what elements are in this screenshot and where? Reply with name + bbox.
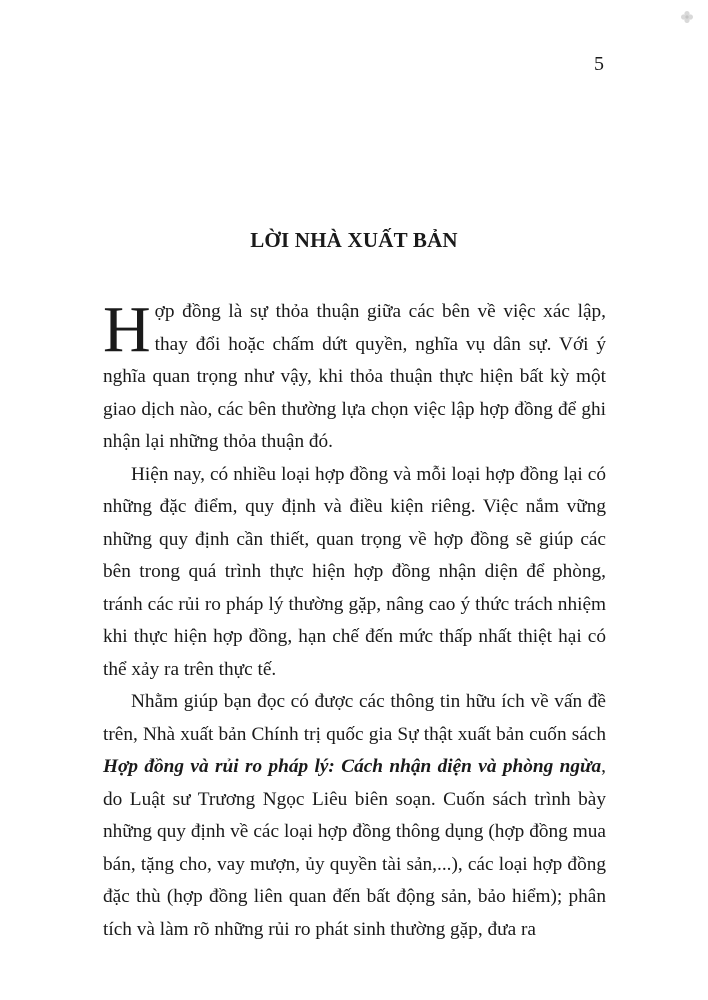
- book-title: Hợp đồng và rủi ro pháp lý: Cách nhận diện và phòng ngừa: [103, 756, 602, 777]
- paragraph-1: [103, 293, 606, 459]
- body-text: [103, 293, 606, 946]
- paragraph-3-before: Nhằm giúp bạn đọc có được các thông tin hữu ích về vấn đề trên, Nhà xuất bản Chính trị quốc gia Sự thật xuất bản cuốn sách: [103, 691, 606, 745]
- paragraph-2: Hiện nay, có nhiều loại hợp đồng và mỗi loại hợp đồng lại có những đặc điểm, quy định và điều kiện riêng. Việc nắm vững những quy định cần thiết, quan trọng về hợp đồng sẽ giúp các bên trong quá trình thực hiện hợp đồng nhận diện để phòng, tránh các rủi ro pháp lý thường gặp, nâng cao ý thức trách nhiệm khi thực hiện hợp đồng, hạn chế đến mức thấp nhất thiệt hại có thể xảy ra trên thực tế.: [103, 463, 606, 680]
- paragraph-3: [103, 686, 606, 946]
- page-title: LỜI NHÀ XUẤT BẢN: [250, 228, 458, 252]
- drop-cap: H: [103, 293, 151, 366]
- paragraph-1-text: ợp đồng là sự thỏa thuận giữa các bên về việc xác lập, thay đổi hoặc chấm dứt quyền, nghĩa vụ dân sự. Với ý nghĩa quan trọng như vậy, khi thỏa thuận thực hiện bất kỳ một giao dịch nào, các bên thường lựa chọn việc lập hợp đồng để ghi nhận lại những thỏa thuận đó.: [103, 301, 606, 452]
- page-number: 5: [594, 53, 604, 75]
- paragraph-3-after: , do Luật sư Trương Ngọc Liêu biên soạn. Cuốn sách trình bày những quy định về các loại hợp đồng thông dụng (hợp đồng mua bán, tặng cho, vay mượn, ủy quyền tài sản,...), các loại hợp đồng đặc thù (hợp đồng liên quan đến bất động sản, bảo hiểm); phân tích và làm rõ những rủi ro phát sinh thường gặp, đưa ra: [103, 756, 606, 940]
- flower-watermark-icon: [680, 10, 694, 24]
